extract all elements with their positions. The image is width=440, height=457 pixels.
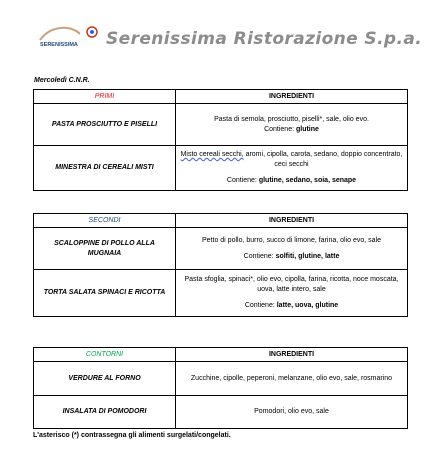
table-header-row <box>34 348 408 362</box>
allergen-line <box>180 252 403 262</box>
allergen-label: Contiene: <box>243 252 274 260</box>
ingredients-text: Pomodori, olio evo, sale <box>254 408 329 415</box>
dish-name: VERDURE AL FORNO <box>34 362 176 396</box>
allergen-label: Contiene: <box>226 177 257 184</box>
ingredients-header: INGREDIENTI <box>176 90 408 104</box>
table-row <box>34 396 408 429</box>
dish-name: TORTA SALATA SPINACI E RICOTTA <box>34 270 176 317</box>
contorni-table <box>33 347 408 429</box>
ingredients-cell <box>176 362 408 396</box>
ingredients-header: INGREDIENTI <box>176 348 408 362</box>
dish-name: SCALOPPINE DI POLLO ALLA MUGNAIA <box>34 228 176 270</box>
dish-name: PASTA PROSCIUTTO E PISELLI <box>34 104 176 146</box>
table-row <box>34 146 408 191</box>
allergen-label: Contiene: <box>244 302 275 309</box>
category-label: CONTORNI <box>34 348 176 362</box>
secondi-table <box>33 213 408 317</box>
ingredients-cell <box>176 146 408 191</box>
primi-table <box>33 89 408 191</box>
ingredients-text: aromi, cipolla, carota, sedano, doppio concentrato, ceci secchi <box>243 151 403 168</box>
company-name: Serenissima Ristorazione S.p.a. <box>106 29 423 49</box>
dish-name: MINESTRA DI CEREALI MISTI <box>34 146 176 191</box>
allergen-list: latte, uova, glutine <box>276 302 339 309</box>
allergen-line <box>180 176 403 186</box>
ingredients-text: Pasta di semola, prosciutto, piselli*, sale, olio evo. <box>214 115 369 123</box>
allergen-line <box>180 301 403 311</box>
ingredients-cell <box>176 228 408 270</box>
table-row <box>34 362 408 396</box>
company-logo <box>36 20 100 50</box>
page-header <box>36 18 426 58</box>
table-header-row <box>34 214 408 228</box>
allergen-list: glutine <box>295 125 319 133</box>
allergen-label: Contiene: <box>264 125 295 133</box>
footnote: L'asterisco (*) contrassegna gli alimenti surgelati/congelati. <box>33 432 231 439</box>
table-row <box>34 270 408 317</box>
ingredients-cell <box>176 396 408 429</box>
dish-name: INSALATA DI POMODORI <box>34 396 176 429</box>
allergen-list: solfiti, glutine, latte <box>275 252 340 260</box>
ingredients-cell <box>176 104 408 146</box>
svg-text:SERENISSIMA: SERENISSIMA <box>40 42 78 48</box>
date-label: Mercoledì C.N.R. <box>34 77 90 84</box>
category-label: SECONDI <box>34 214 176 228</box>
ingredients-header: INGREDIENTI <box>176 214 408 228</box>
category-label: PRIMI <box>34 90 176 104</box>
table-row <box>34 228 408 270</box>
ingredients-text: Petto di pollo, burro, succo di limone, farina, olio evo, sale <box>202 236 381 244</box>
allergen-list: glutine, sedano, soia, senape <box>258 177 357 184</box>
table-row <box>34 104 408 146</box>
ingredients-prefix: Misto cereali secchi, <box>180 151 244 158</box>
ingredients-cell <box>176 270 408 317</box>
table-header-row <box>34 90 408 104</box>
ingredients-text: Pasta sfoglia, spinaci*, olio evo, cipolla, farina, ricotta, noce moscata, uova, latte intero, sale <box>184 276 399 293</box>
ingredients-text: Zucchine, cipolle, peperoni, melanzane, olio evo, sale, rosmarino <box>190 374 393 382</box>
